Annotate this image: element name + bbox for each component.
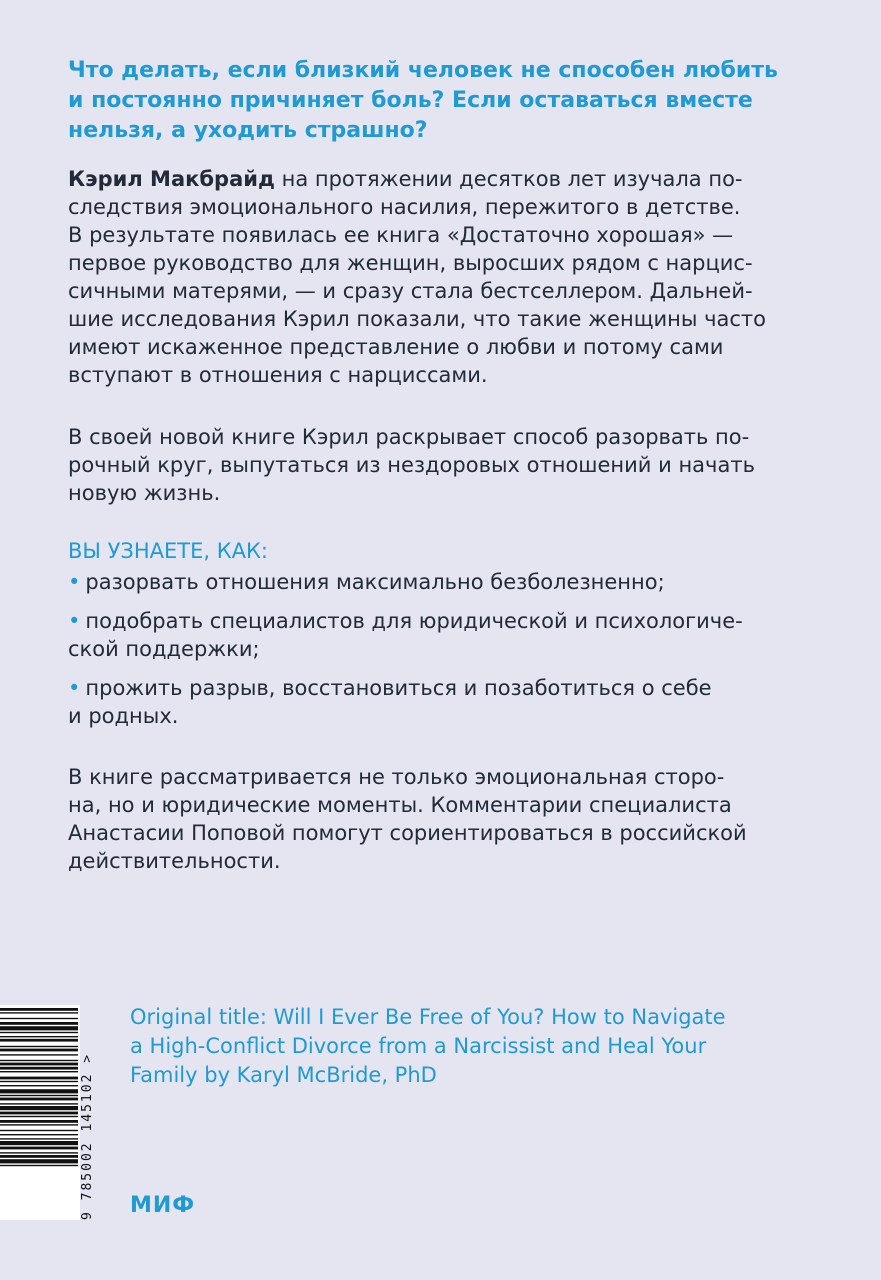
paragraph-line: рочный круг, выпутаться из нездоровых отношений и начать xyxy=(68,453,755,477)
intro-line: вступают в отношения с нарциссами. xyxy=(68,363,488,387)
original-title xyxy=(130,1003,810,1090)
bullet-dot: • xyxy=(68,676,81,700)
paragraph-line: на, но и юридические моменты. Комментарии специалиста xyxy=(68,793,732,817)
paragraph-line: Анастасии Поповой помогут сориентироваться в российской xyxy=(68,821,747,845)
list-item: • разорвать отношения максимально безболезненно; xyxy=(68,570,665,594)
second-paragraph xyxy=(68,423,808,507)
list-item: • прожить разрыв, восстановиться и позаботиться о себе и родных. xyxy=(68,676,712,728)
paragraph-line: действительности. xyxy=(68,849,281,873)
lead-question xyxy=(68,56,808,146)
barcode-image xyxy=(0,1005,80,1220)
lead-line: Что делать, если близкий человек не способен любить xyxy=(68,58,778,83)
author-name: Кэрил Макбрайд xyxy=(68,167,275,191)
learn-list xyxy=(68,568,808,741)
list-item: • подобрать специалистов для юридической и психологиче- ской поддержки; xyxy=(68,609,743,661)
intro-line: сичными матерями, — и сразу стала бестселлером. Дальней- xyxy=(68,279,753,303)
intro-line: В результате появилась ее книга «Достаточно хорошая» — xyxy=(68,223,734,247)
learn-heading: ВЫ УЗНАЕТЕ, КАК: xyxy=(68,539,269,563)
paragraph-line: В своей новой книге Кэрил раскрывает способ разорвать по- xyxy=(68,425,750,449)
paragraph-line: новую жизнь. xyxy=(68,481,221,505)
isbn-digits: 9 785002 145102 > xyxy=(80,1052,95,1220)
intro-paragraph xyxy=(68,165,808,389)
intro-line: Кэрил Макбрайд на протяжении десятков лет изучала по- xyxy=(68,167,743,191)
intro-line: следствия эмоционального насилия, пережитого в детстве. xyxy=(68,195,741,219)
intro-line: первое руководство для женщин, выросших рядом с нарцис- xyxy=(68,251,753,275)
lead-line: и постоянно причиняет боль? Если оставаться вместе xyxy=(68,88,753,113)
original-title-line: Family by Karyl McBride, PhD xyxy=(130,1063,437,1087)
lead-line: нельзя, а уходить страшно? xyxy=(68,118,428,143)
publisher-logo: МИФ xyxy=(130,1193,196,1218)
bullet-dot: • xyxy=(68,570,81,594)
intro-line: имеют искаженное представление о любви и потому сами xyxy=(68,335,724,359)
original-title-line: Original title: Will I Ever Be Free of You? How to Navigate xyxy=(130,1005,726,1029)
intro-line: шие исследования Кэрил показали, что такие женщины часто xyxy=(68,307,767,331)
bullet-dot: • xyxy=(68,609,81,633)
original-title-line: a High-Conflict Divorce from a Narcissist and Heal Your xyxy=(130,1034,707,1058)
third-paragraph xyxy=(68,763,808,875)
paragraph-line: В книге рассматривается не только эмоциональная сторо- xyxy=(68,765,725,789)
